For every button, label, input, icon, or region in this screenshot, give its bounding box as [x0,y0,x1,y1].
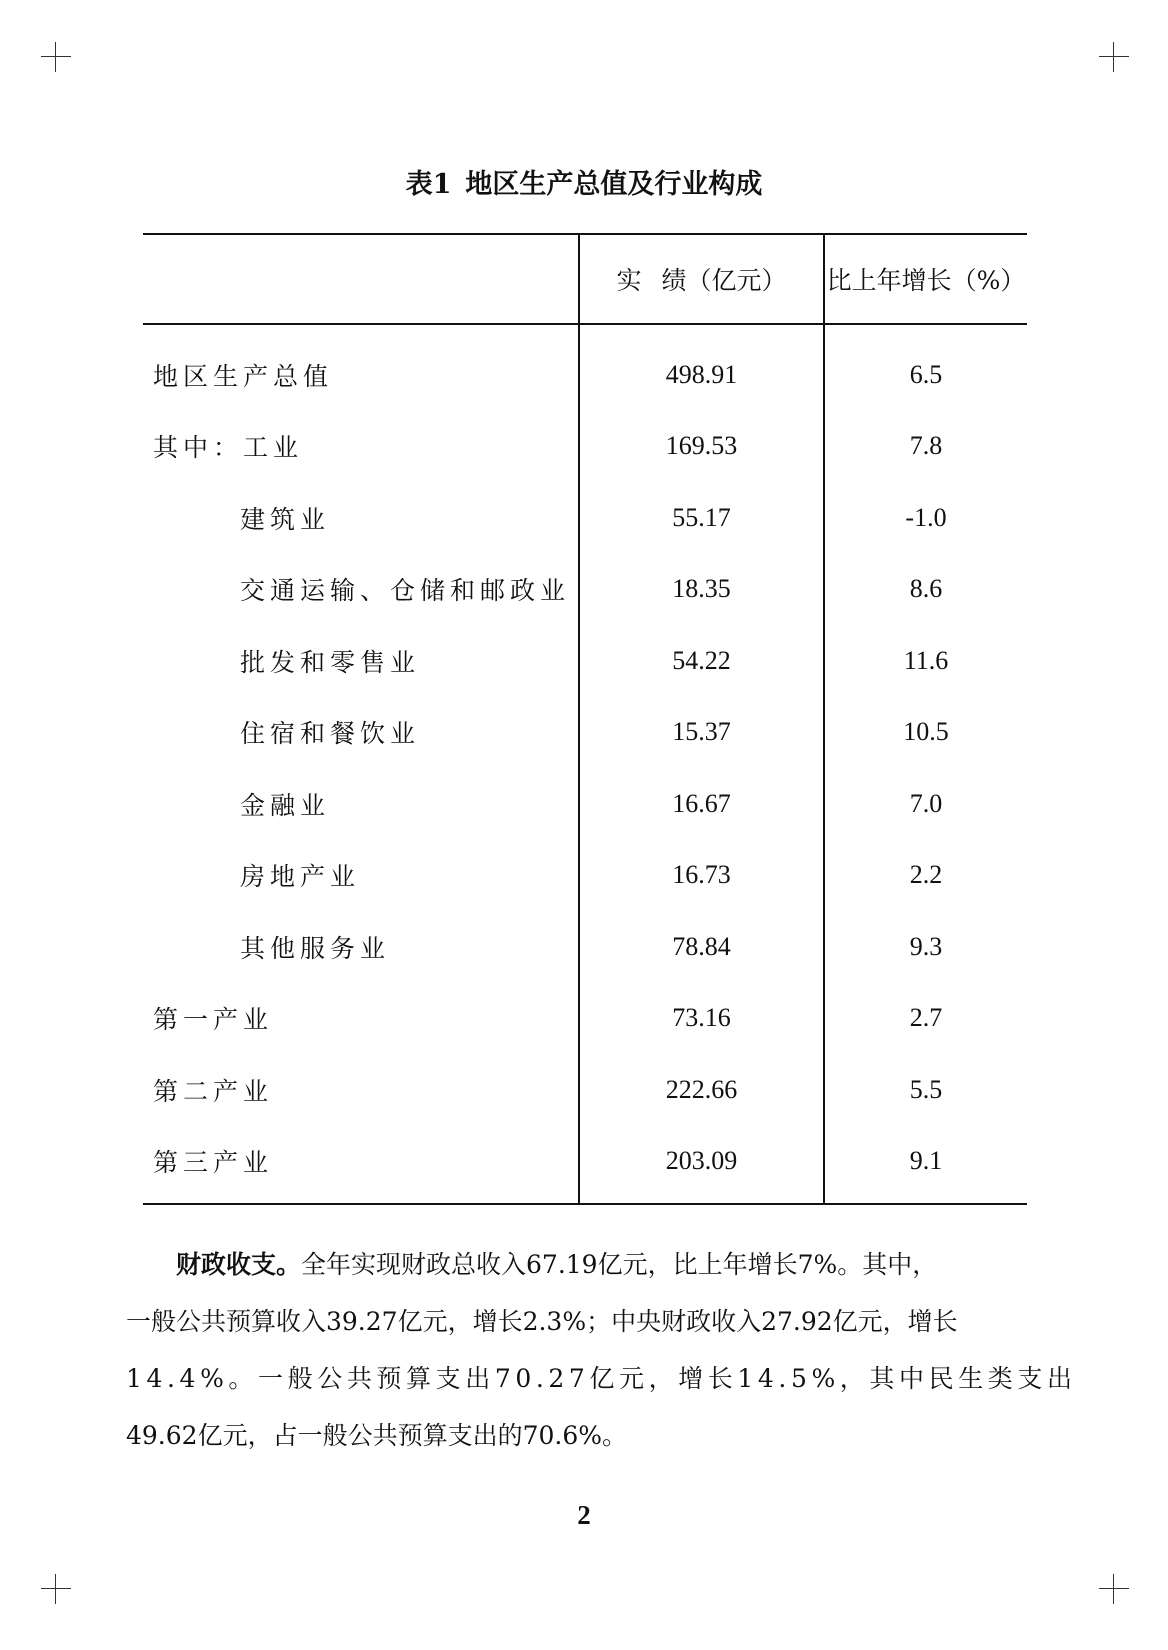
table-row [143,983,1027,1055]
row-name: 第三产业 [153,1148,274,1178]
table-row [143,554,1027,626]
table-row [143,411,1027,483]
row-actual: 222.66 [579,1054,824,1126]
row-growth: 2.7 [824,983,1027,1055]
header-blank [143,234,579,324]
gdp-table [143,233,1027,1205]
row-actual: 18.35 [579,554,824,626]
row-growth: 8.6 [824,554,1027,626]
paragraph-line-1 [126,1236,1042,1293]
header-actual-suffix: 绩（亿元） [661,266,787,295]
row-growth: 10.5 [824,697,1027,769]
paragraph-text: 全年实现财政总收入67.19亿元，比上年增长7%。其中， [301,1250,938,1279]
fiscal-paragraph [126,1236,1077,1464]
row-actual: 54.22 [579,625,824,697]
table-title [0,162,1168,201]
row-actual: 73.16 [579,983,824,1055]
row-name: 其他服务业 [240,933,391,963]
table-row [143,1126,1027,1205]
crop-mark-bottom-left [41,1574,71,1604]
table-row [143,482,1027,554]
row-actual: 55.17 [579,482,824,554]
row-actual: 203.09 [579,1126,824,1205]
row-actual: 16.67 [579,768,824,840]
row-growth: 6.5 [824,324,1027,411]
row-actual: 78.84 [579,911,824,983]
row-growth: 9.1 [824,1126,1027,1205]
table-row [143,768,1027,840]
row-name: 金融业 [240,790,331,820]
row-actual: 16.73 [579,840,824,912]
row-name: 建筑业 [240,504,331,534]
table-row [143,840,1027,912]
row-name: 第二产业 [153,1076,274,1106]
table-number: 表1 [405,169,452,200]
header-actual [579,234,824,324]
table-header-row [143,234,1027,324]
row-actual: 169.53 [579,411,824,483]
table-row [143,625,1027,697]
row-name: 其中：工业 [153,433,304,463]
table-row [143,697,1027,769]
row-growth: 7.0 [824,768,1027,840]
page-number: 2 [577,1500,591,1530]
header-actual-label: 实 [616,266,642,295]
table-row [143,324,1027,411]
row-actual: 498.91 [579,324,824,411]
row-name: 交通运输、仓储和邮政业 [240,576,571,606]
row-growth: 9.3 [824,911,1027,983]
row-growth: 5.5 [824,1054,1027,1126]
row-growth: -1.0 [824,482,1027,554]
header-growth: 比上年增长（%） [824,234,1027,324]
paragraph-line-3: 14.4%。一般公共预算支出70.27亿元，增长14.5%，其中民生类支出 [126,1364,1077,1393]
table-row [143,911,1027,983]
row-name: 批发和零售业 [240,647,421,677]
row-growth: 7.8 [824,411,1027,483]
table-row [143,1054,1027,1126]
row-name: 住宿和餐饮业 [240,719,421,749]
paragraph-line-2: 一般公共预算收入39.27亿元，增长2.3%；中央财政收入27.92亿元，增长 [126,1307,958,1336]
row-name: 第一产业 [153,1005,274,1035]
row-name: 房地产业 [240,862,361,892]
row-growth: 11.6 [824,625,1027,697]
row-growth: 2.2 [824,840,1027,912]
crop-mark-top-left [41,42,71,72]
row-actual: 15.37 [579,697,824,769]
table-title-text: 地区生产总值及行业构成 [465,169,763,200]
paragraph-line-4: 49.62亿元，占一般公共预算支出的70.6%。 [126,1421,627,1450]
crop-mark-bottom-right [1099,1574,1129,1604]
row-name: 地区生产总值 [153,361,334,391]
crop-mark-top-right [1099,42,1129,72]
paragraph-heading: 财政收支。 [176,1250,302,1279]
